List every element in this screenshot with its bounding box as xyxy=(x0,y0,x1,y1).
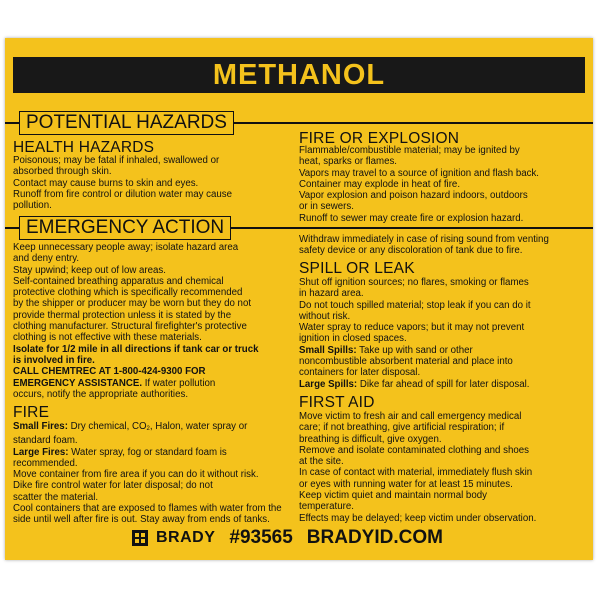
text-line: Dike fire control water for later disposal; do not xyxy=(13,480,213,492)
text-line: heat, sparks or flames. xyxy=(299,156,397,168)
fire-explosion-text xyxy=(299,145,589,224)
large-spills-label: Large Spills: xyxy=(299,378,358,390)
text-line: Stay upwind; keep out of low areas. xyxy=(13,264,166,276)
text-line: Water spray to reduce vapors; but it may not prevent xyxy=(299,322,525,334)
website: BRADYID.COM xyxy=(306,527,443,548)
emergency-action-text xyxy=(13,242,298,400)
title-banner xyxy=(13,57,585,93)
text-line: breathing is difficult, give oxygen. xyxy=(299,433,442,445)
text-line: temperature. xyxy=(299,501,354,513)
text-line: recommended. xyxy=(13,457,78,469)
chemtrec-line: CALL CHEMTREC AT 1-800-424-9300 FOR xyxy=(13,366,206,378)
part-number: #93565 xyxy=(229,527,293,548)
large-fires-label: Large Fires: xyxy=(13,446,69,458)
text-line: safety device or any discoloration of tank due to fire. xyxy=(299,245,523,257)
text-line: Vapor explosion and poison hazard indoors, outdoors xyxy=(299,190,528,202)
text-line: ignition in closed spaces. xyxy=(299,333,407,345)
fire-heading: FIRE xyxy=(13,404,50,421)
spill-leak-text xyxy=(299,277,591,390)
text-line: containers for later disposal. xyxy=(299,367,421,379)
text-line: pollution. xyxy=(13,200,52,212)
text-line: and deny entry. xyxy=(13,253,80,265)
text-line: noncombustible absorbent material and place into xyxy=(299,356,513,368)
small-spills-line xyxy=(299,345,591,356)
text-line: Effects may be delayed; keep victim under observation. xyxy=(299,512,537,524)
text-line: occurs, notify the appropriate authorities. xyxy=(13,388,189,400)
text-line: absorbed through skin. xyxy=(13,166,112,178)
small-fires-text: Dry chemical, CO xyxy=(67,421,147,432)
isolate-line: is involved in fire. xyxy=(13,354,95,366)
text-line: Cool containers that are exposed to flames with water from the xyxy=(13,503,282,515)
large-spills-text: Dike far ahead of spill for later disposal. xyxy=(357,378,530,390)
text-line: Vapors may travel to a source of ignition and flash back. xyxy=(299,167,539,179)
text-line: Move container from fire area if you can do it without risk. xyxy=(13,469,259,481)
text-line: Container may explode in heat of fire. xyxy=(299,178,461,190)
first-aid-heading: FIRST AID xyxy=(299,394,375,411)
small-spills-text: Take up with sand or other xyxy=(356,344,473,356)
water-pollution-text: If water pollution xyxy=(142,377,216,389)
text-line: Contact may cause burns to skin and eyes. xyxy=(13,177,199,189)
text-line: in hazard area. xyxy=(299,288,364,300)
text-line: provide thermal protection unless it is stated by the xyxy=(13,309,232,321)
small-fires-line xyxy=(13,421,298,435)
first-aid-text xyxy=(299,411,591,524)
text-line: Keep victim quiet and maintain normal body xyxy=(299,490,487,502)
text-line: scatter the material. xyxy=(13,491,99,503)
label-footer xyxy=(132,525,443,551)
large-fires-text: Water spray, fog or standard foam is xyxy=(68,446,227,458)
potential-hazards-heading: POTENTIAL HAZARDS xyxy=(19,111,234,135)
text-line: Remove and isolate contaminated clothing and shoes xyxy=(299,444,529,456)
hazard-label xyxy=(5,38,593,560)
text-line: In case of contact with material, immediately flush skin xyxy=(299,467,533,479)
small-fires-label: Small Fires: xyxy=(13,421,68,432)
text-line: or in sewers. xyxy=(299,201,354,213)
text-line: Self-contained breathing apparatus and chemical xyxy=(13,275,224,287)
small-spills-label: Small Spills: xyxy=(299,344,357,356)
small-fires-text-cont: , Halon, water spray or xyxy=(149,421,248,432)
emergency-action-heading: EMERGENCY ACTION xyxy=(19,216,231,240)
text-line: or eyes with running water for at least 15 minutes. xyxy=(299,478,513,490)
text-line: Runoff to sewer may create fire or explosion hazard. xyxy=(299,212,524,224)
chemtrec-line xyxy=(13,378,298,389)
brand-name: BRADY xyxy=(156,529,216,546)
fire-text xyxy=(13,421,298,526)
text-line: protective clothing which is specifically recommended xyxy=(13,287,243,299)
withdraw-text xyxy=(299,234,591,257)
text-line: Poisonous; may be fatal if inhaled, swallowed or xyxy=(13,155,220,166)
emergency-assistance-text: EMERGENCY ASSISTANCE. xyxy=(13,377,143,389)
text-line: by the shipper or producer may be worn but they do not xyxy=(13,298,252,310)
text-line: Do not touch spilled material; stop leak if you can do it xyxy=(299,299,531,311)
text-line: standard foam. xyxy=(13,435,78,447)
fire-explosion-heading: FIRE OR EXPLOSION xyxy=(299,130,460,147)
text-line: Runoff from fire control or dilution water may cause xyxy=(13,188,232,200)
text-line: Shut off ignition sources; no flares, smoking or flames xyxy=(299,277,529,288)
health-hazards-heading: HEALTH HAZARDS xyxy=(13,139,155,156)
text-line: Move victim to fresh air and call emergency medical xyxy=(299,411,522,422)
text-line: Withdraw immediately in case of rising sound from venting xyxy=(299,234,549,245)
text-line: Keep unnecessary people away; isolate hazard area xyxy=(13,242,239,253)
large-spills-line xyxy=(299,379,591,390)
text-line: clothing is not effective with these materials. xyxy=(13,332,202,344)
spill-leak-heading: SPILL OR LEAK xyxy=(299,260,415,277)
text-line: Flammable/combustible material; may be ignited by xyxy=(299,145,520,156)
isolate-line: Isolate for 1/2 mile in all directions if tank car or truck xyxy=(13,343,259,355)
text-line: at the site. xyxy=(299,456,344,468)
large-fires-line xyxy=(13,447,298,458)
co2-subscript: 2 xyxy=(146,426,150,432)
text-line: without risk. xyxy=(299,310,351,322)
product-title: METHANOL xyxy=(212,58,386,91)
text-line: side until well after fire is out. Stay away from ends of tanks. xyxy=(13,514,270,526)
brady-logo-icon xyxy=(132,530,148,546)
health-hazards-text xyxy=(13,155,298,211)
text-line: care; if not breathing, give artificial respiration; if xyxy=(299,422,505,434)
text-line: clothing manufacturer. Structural firefighter's protective xyxy=(13,321,247,333)
